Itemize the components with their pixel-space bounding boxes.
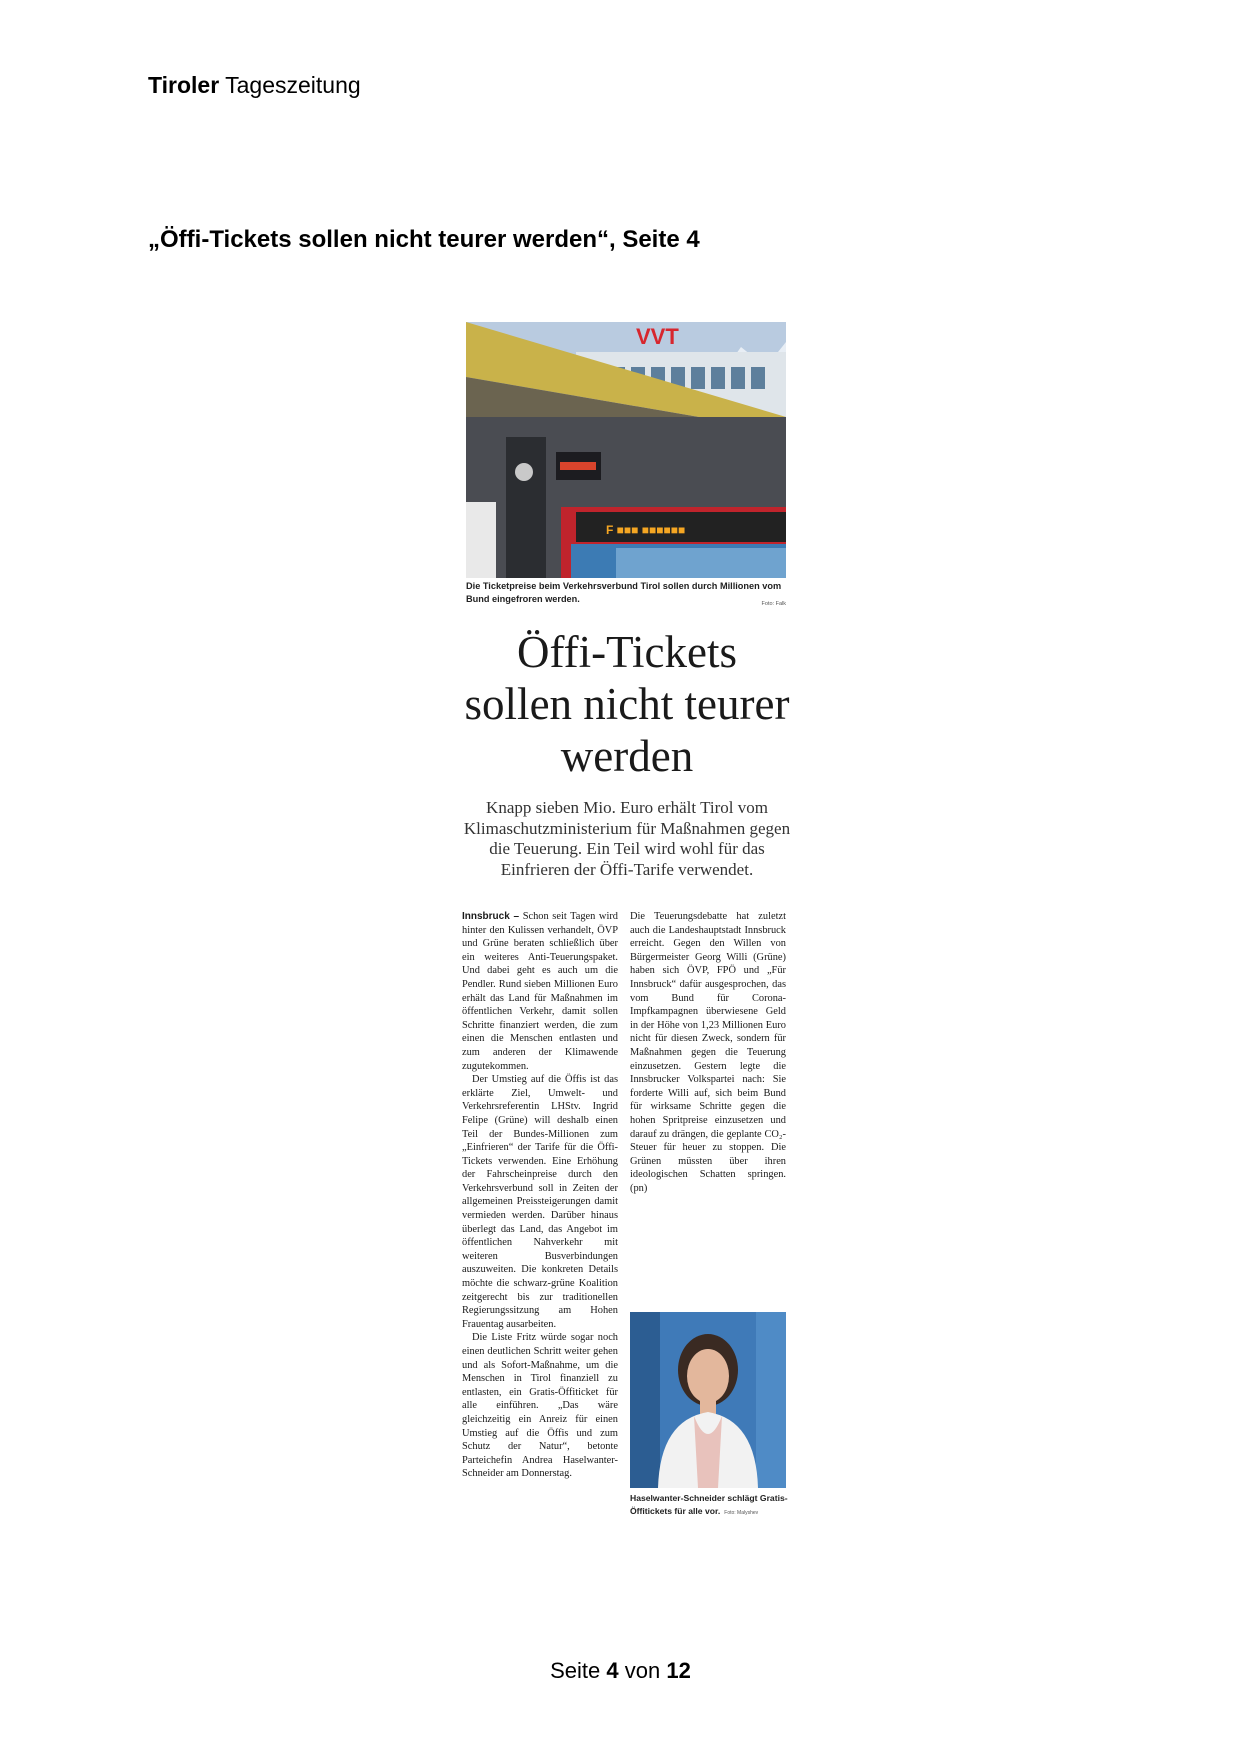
body-paragraph-2: Der Umstieg auf die Öffis ist das erklärte Ziel, Umwelt- und Verkehrsreferentin LHStv. Ingrid Felipe (Grüne) will deshalb einen Teil der Bundes-Millionen zum „Einfrieren“ der Tarife für die Öffi-Tickets verwenden. Eine Erhöhung der Fahrscheinpreise durch den Verkehrsverbund soll in Zeiten der allgemeinen Preissteigerungen damit vermieden werden. Darüber hinaus überlegt das Land, das Angebot im öffentlichen Nahverkehr mit weiteren Busverbindungen auszuweiten. Die konkreten Details möchte die schwarz-grüne Koalition zeitgerecht bis zur traditionellen Regierungssitzung am Hohen Frauentag ausarbeiten. [462,1074,618,1330]
portrait-caption: Haselwanter-Schneider schlägt Gratis-Öffitickets für alle vor. Foto: Malyshev [630,1493,788,1516]
article-column-left [462,910,618,1522]
svg-text:F ■■■ ■■■■■■: F ■■■ ■■■■■■ [606,523,686,537]
article-headline: Öffi-Tickets sollen nicht teurer werden [464,627,790,781]
portrait-photo [630,1312,786,1488]
bus-station-photo [466,322,786,578]
total-pages: 12 [666,1658,691,1683]
newspaper-clipping [462,318,791,1528]
body-paragraph-4: Die Teuerungsdebatte hat zuletzt auch die Landeshauptstadt Innsbruck erreicht. Gegen den Willen von Bürgermeister Georg Willi (Grüne) haben sich ÖVP, FPÖ und „Für Innsbruck“ dafür ausgesprochen, das vom Bund für Corona-Impfkampagnen überwiesene Geld in der Höhe von 1,23 Millionen Euro nicht für diesen Zweck, sondern für Maßnahmen gegen die Teuerung einzusetzen. Gestern legte die Innsbrucker Volkspartei nach: Sie forderte Willi auf, sich beim Bund für wirksame Schritte gegen die hohen Spritpreise einzusetzen und darauf zu drängen, die geplante CO₂-Steuer für heuer zu stoppen. Die Grünen müssten über ihren ideologischen Schatten springen. (pn) [630,911,786,1194]
dateline: Innsbruck – [462,911,520,922]
article-lead: Knapp sieben Mio. Euro erhält Tirol vom Klimaschutzministerium für Maßnahmen gegen die Teuerung. Ein Teil wird wohl für das Einfrieren der Öffi-Tarife verwendet. [463,798,791,879]
page-footer: Seite 4 von 12 [550,1658,691,1683]
body-paragraph-1: Innsbruck – Schon seit Tagen wird hinter den Kulissen verhandelt, ÖVP und Grüne beraten schließlich über ein weiteres Anti-Teuerungspaket. Und dabei geht es auch um die Pendler. Rund sieben Millionen Euro erhält das Land für Maßnahmen im öffentlichen Verkehr, damit sollen Schritte finanziert werden, die zum einen die Menschen entlasten und zum anderen der Klimawende zugutekommen. [462,911,618,1072]
brand-rest: Tageszeitung [225,72,361,98]
photo-credit: Foto: Falk [761,601,786,607]
newspaper-header [148,72,361,99]
portrait-credit: Foto: Malyshev [724,1510,759,1516]
vvt-sign: VVT [636,324,679,349]
brand-bold: Tiroler [148,72,220,98]
document-title: „Öffi-Tickets sollen nicht teurer werden“, Seite 4 [148,226,700,253]
article-column-right [630,910,786,1195]
photo-caption: Die Ticketpreise beim Verkehrsverbund Tirol sollen durch Millionen vom Bund eingefroren werden. Foto: Falk [466,580,786,611]
current-page: 4 [606,1658,619,1683]
body-paragraph-3: Die Liste Fritz würde sogar noch einen deutlichen Schritt weiter gehen und als Sofort-Maßnahme, um die Menschen in Tirol finanziell zu entlasten, ein Gratis-Öffiticket für alle einführen. „Das wäre gleichzeitig ein Anreiz für einen Umstieg auf die Öffis und zum Schutz der Natur“, betonte Parteichefin Andrea Haselwanter-Schneider am Donnerstag. [462,1332,618,1480]
